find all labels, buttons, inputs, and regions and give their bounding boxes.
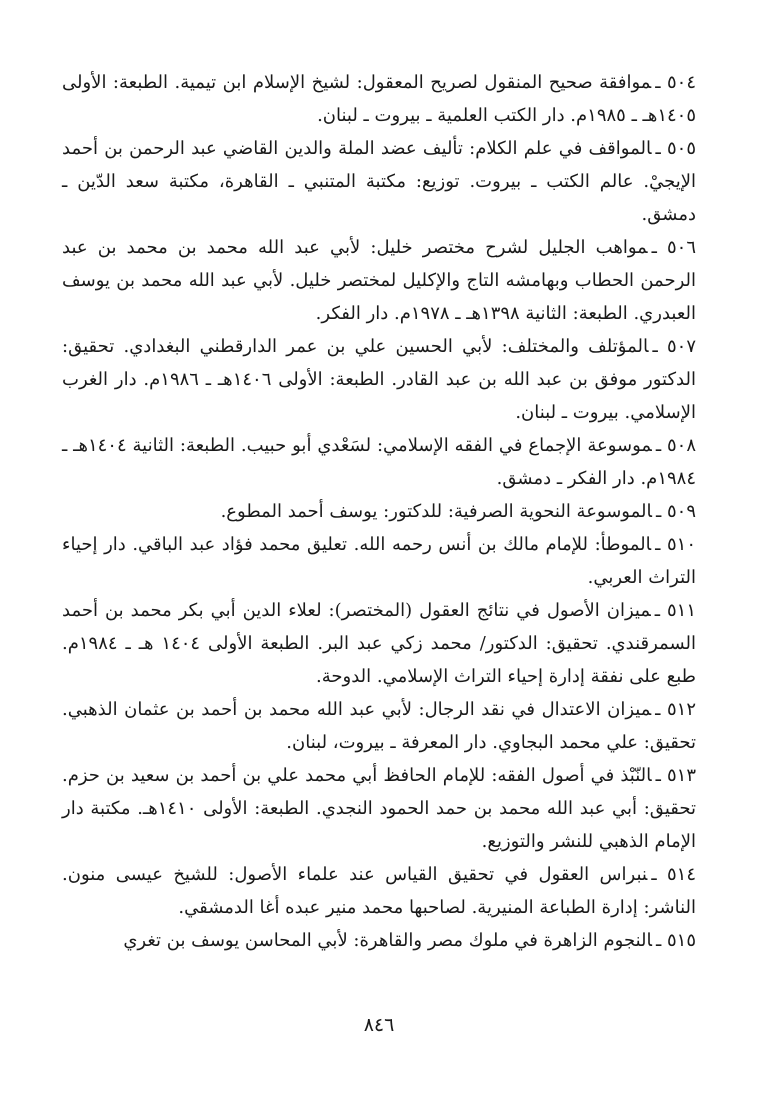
bibliography-entry-506: [62, 231, 696, 330]
entry-number: ٥١٢ ـ: [655, 699, 697, 720]
entry-number: ٥١١ ـ: [654, 600, 696, 621]
bibliography-entry-511: [62, 594, 696, 693]
bibliography-entry-510: [62, 528, 696, 594]
entry-number: ٥٠٦ ـ: [651, 237, 696, 258]
bibliography-entry-513: [62, 759, 696, 858]
entry-number: ٥٠٤ ـ: [655, 72, 696, 93]
bibliography-entry-504: [62, 66, 696, 132]
bibliography-entry-507: [62, 330, 696, 429]
entry-text: ميزان الأصول في نتائج العقول (المختصر): لعلاء الدين أبي بكر محمد بن أحمد السمرقندي. تحقيق: الدكتور/ محمد زكي عبد البر. الطبعة الأولى ١٤٠٤ هـ ـ ١٩٨٤م. طبع على نفقة إدارة إحياء التراث الإسلامي. الدوحة.: [62, 600, 696, 687]
entry-text: الموطأ: للإمام مالك بن أنس رحمه الله. تعليق محمد فؤاد عبد الباقي. دار إحياء التراث العربي.: [62, 534, 696, 588]
entry-text: نبراس العقول في تحقيق القياس عند علماء الأصول: للشيخ عيسى منون. الناشر: إدارة الطباعة المنيرية. لصاحبها محمد منير عبده أغا الدمشقي.: [62, 864, 696, 918]
bibliography-entry-509: [62, 495, 696, 528]
bibliography-entry-508: [62, 429, 696, 495]
entry-text: النّبْذ في أصول الفقه: للإمام الحافظ أبي محمد علي بن أحمد بن سعيد بن حزم. تحقيق: أبي عبد الله محمد بن حمد الحمود النجدي. الطبعة: الأولى ١٤١٠هـ. مكتبة دار الإمام الذهبي للنشر والتوزيع.: [62, 765, 696, 852]
entry-number: ٥٠٥ ـ: [655, 138, 696, 159]
entry-number: ٥١٤ ـ: [651, 864, 696, 885]
entry-number: ٥١٠ ـ: [655, 534, 696, 555]
bibliography-list: [62, 66, 696, 957]
bibliography-entry-512: [62, 693, 696, 759]
bibliography-entry-515: [62, 924, 696, 957]
entry-text: المواقف في علم الكلام: تأليف عضد الملة والدين القاضي عبد الرحمن بن أحمد الإيجيْ. عالم الكتب ـ بيروت. توزيع: مكتبة المتنبي ـ القاهرة، مكتبة سعد الدّين ـ دمشق.: [62, 138, 696, 225]
page-number: ٨٤٦: [363, 1014, 395, 1036]
entry-text: النجوم الزاهرة في ملوك مصر والقاهرة: لأبي المحاسن يوسف بن تغري: [123, 930, 652, 951]
entry-text: المؤتلف والمختلف: لأبي الحسين علي بن عمر الدارقطني البغدادي. تحقيق: الدكتور موفق بن عبد الله بن عبد القادر. الطبعة: الأولى ١٤٠٦هـ ـ ١٩٨٦م. دار الغرب الإسلامي. بيروت ـ لبنان.: [62, 336, 696, 423]
bibliography-entry-514: [62, 858, 696, 924]
entry-text: ميزان الاعتدال في نقد الرجال: لأبي عبد الله محمد بن أحمد بن عثمان الذهبي. تحقيق: علي محمد البجاوي. دار المعرفة ـ بيروت، لبنان.: [62, 699, 696, 753]
entry-number: ٥٠٩ ـ: [655, 501, 696, 522]
entry-number: ٥٠٨ ـ: [655, 435, 696, 456]
bibliography-entry-505: [62, 132, 696, 231]
entry-number: ٥٠٧ ـ: [652, 336, 696, 357]
entry-number: ٥١٥ ـ: [655, 930, 696, 951]
entry-number: ٥١٣ ـ: [655, 765, 696, 786]
entry-text: مواهب الجليل لشرح مختصر خليل: لأبي عبد الله محمد بن محمد بن عبد الرحمن الحطاب وبهامشه التاج والإكليل لمختصر خليل. لأبي عبد الله محمد بن يوسف العبدري. الطبعة: الثانية ١٣٩٨هـ ـ ١٩٧٨م. دار الفكر.: [62, 237, 696, 324]
entry-text: موافقة صحيح المنقول لصريح المعقول: لشيخ الإسلام ابن تيمية. الطبعة: الأولى ١٤٠٥هـ ـ ١٩٨٥م. دار الكتب العلمية ـ بيروت ـ لبنان.: [62, 72, 696, 126]
entry-text: موسوعة الإجماع في الفقه الإسلامي: لسَعْدي أبو حبيب. الطبعة: الثانية ١٤٠٤هـ ـ ١٩٨٤م. دار الفكر ـ دمشق.: [62, 435, 696, 489]
entry-text: الموسوعة النحوية الصرفية: للدكتور: يوسف أحمد المطوع.: [220, 501, 652, 522]
